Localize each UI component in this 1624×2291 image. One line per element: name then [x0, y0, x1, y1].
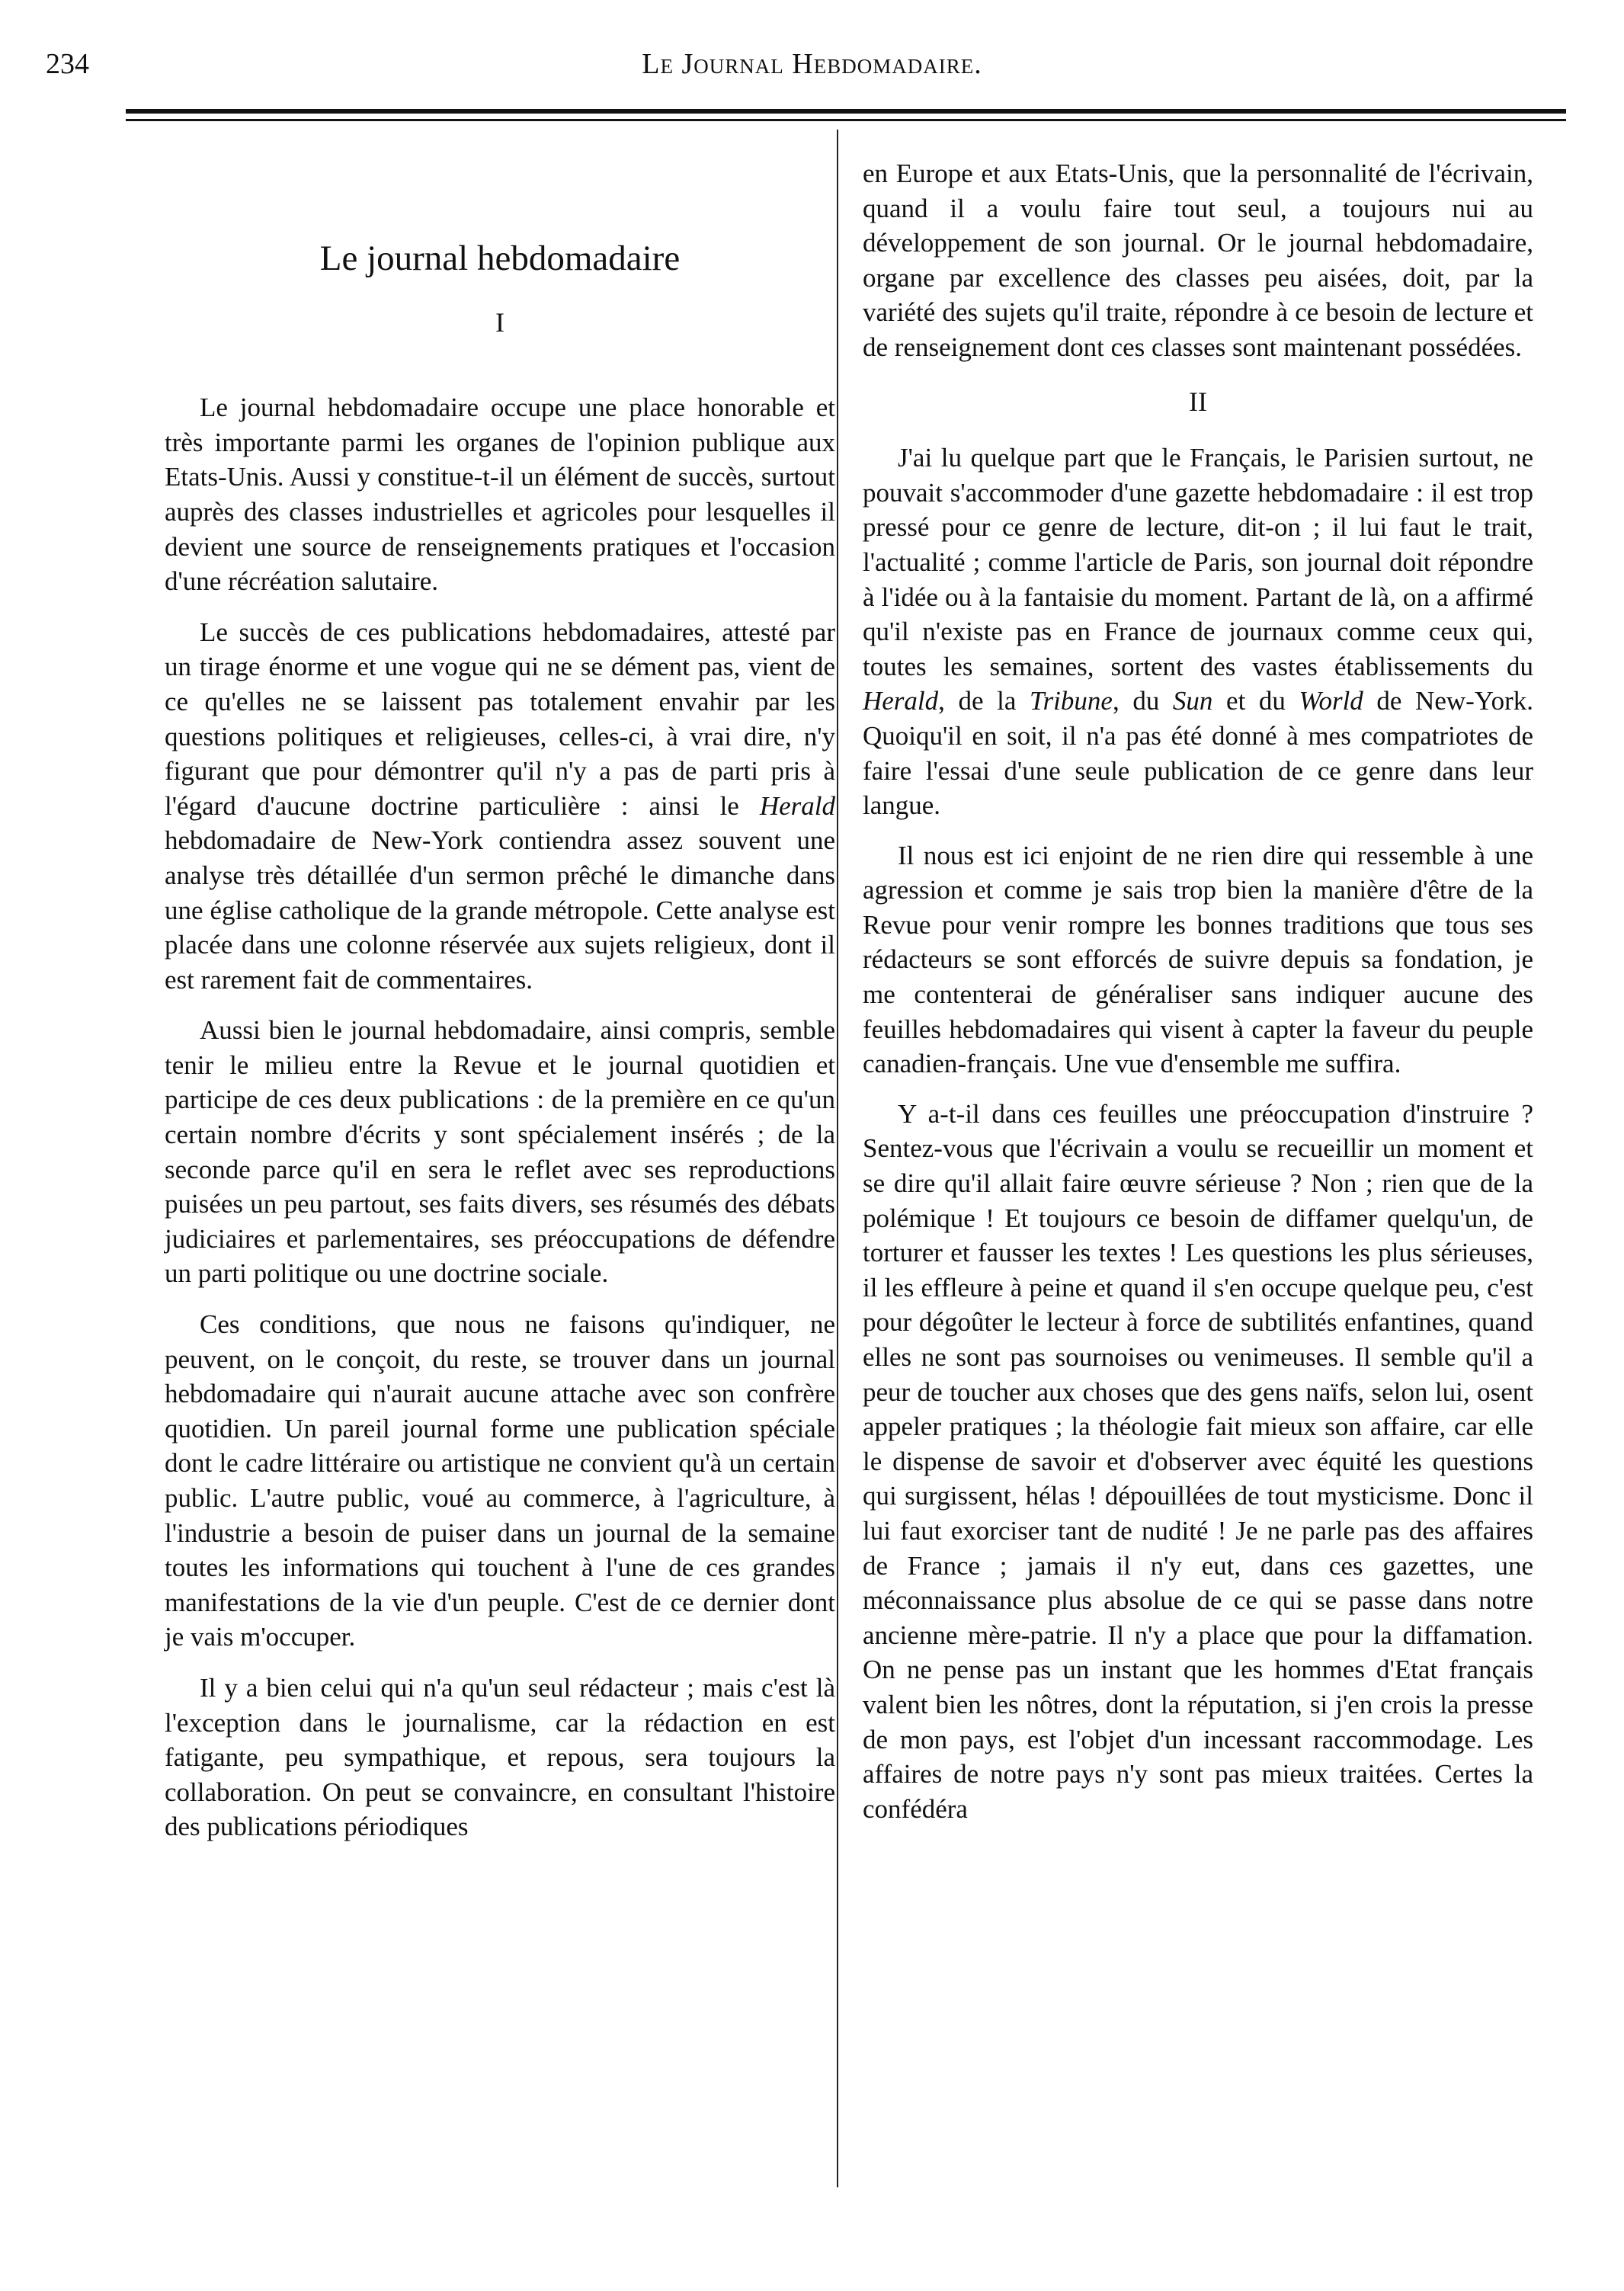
- paragraph-5: Il y a bien celui qui n'a qu'un seul rédacteur ; mais c'est là l'exception dans le journalisme, car la rédaction en est fatigante, peu sympathique, et repous, sera toujours la collaboration. On peut se convaincre, en consultant l'histoire des publications périodiques: [165, 1672, 835, 1842]
- herald-title-2: Herald: [863, 686, 939, 716]
- column-divider: [837, 130, 838, 2187]
- section-number-1: I: [495, 306, 504, 338]
- left-column: [165, 156, 835, 1860]
- page-number: 234: [46, 48, 89, 80]
- paragraph-2-text-b: hebdomadaire de New-York contiendra assez souvent une analyse très détaillée d'un sermon prêché le dimanche dans une église catholique de la grande métropole. Cette analyse est placée dans une colonne réservée aux sujets religieux, dont il est rarement fait de commentaires.: [165, 825, 835, 995]
- right-column: [863, 156, 1533, 1841]
- tribune-title: Tribune: [1030, 686, 1113, 716]
- world-title: World: [1299, 686, 1363, 716]
- header-rule-thick: [126, 109, 1566, 114]
- paragraph-7-sep-3: et du: [1212, 686, 1299, 716]
- article-title: Le journal hebdomadaire: [319, 239, 681, 278]
- paragraph-3: Aussi bien le journal hebdomadaire, ainsi compris, semble tenir le milieu entre la Revue et le journal quotidien et participe de ces deux publications : de la première en ce qu'un certain nombre d'écrits y sont spécialement insérés ; de la seconde parce qu'il en sera le reflet avec ses reproductions puisées un peu partout, ses faits divers, ses résumés des débats judiciaires et parlementaires, ses préoccupations de défendre un parti politique ou une doctrine sociale.: [165, 1015, 835, 1289]
- paragraph-8: Il nous est ici enjoint de ne rien dire qui ressemble à une agression et comme je sais trop bien la manière d'être de la Revue pour venir rompre les bonnes traditions que tous ses rédacteurs se sont efforcés de suivre depuis sa fondation, je me contenterai de généraliser sans indiquer aucune des feuilles hebdomadaires qui visent à capter la faveur du peuple canadien-français. Une vue d'ensemble me suffira.: [863, 840, 1533, 1079]
- running-title: Le Journal Hebdomadaire.: [642, 48, 982, 80]
- paragraph-7-sep-1: , de la: [938, 686, 1030, 716]
- paragraph-4: Ces conditions, que nous ne faisons qu'indiquer, ne peuvent, on le conçoit, du reste, se trouver dans un journal hebdomadaire qui n'aurait aucune attache avec son confrère quotidien. Un pareil journal forme une publication spéciale dont le cadre littéraire ou artistique ne convient qu'à un certain public. L'autre public, voué au commerce, à l'agriculture, à l'industrie a besoin de puiser dans un journal de la semaine toutes les informations qui touchent à l'une de ces grandes manifestations de la vie d'un peuple. C'est de ce dernier dont je vais m'occuper.: [165, 1309, 835, 1652]
- herald-title: Herald: [759, 790, 835, 821]
- paragraph-7-text-b: de New-York. Quoiqu'il en soit, il n'a pas été donné à mes compatriotes de faire l'essai d'une seule publication de ce genre dans leur langue.: [863, 686, 1533, 821]
- paragraph-7-sep-2: , du: [1112, 686, 1173, 716]
- paragraph-9: Y a-t-il dans ces feuilles une préoccupation d'instruire ? Sentez-vous que l'écrivain a voulu se recueillir un moment et se dire qu'il allait faire œuvre sérieuse ? Non ; rien que de la polémique ! Et toujours ce besoin de diffamer quelqu'un, de torturer et fausser les textes ! Les questions les plus sérieuses, il les effleure à peine et quand il s'en occupe quelque peu, c'est pour dégoûter le lecteur à force de subtilités enfantines, quand elles ne sont pas sournoises ou venimeuses. Il semble qu'il a peur de toucher aux choses que des gens naïfs, selon lui, osent appeler pratiques ; la théologie fait mieux son affaire, car elle le dispense de savoir et d'observer avec équité les questions qui surgissent, hélas ! dépouillées de tout mysticisme. Donc il lui faut exorciser tant de nudité ! Je ne parle pas des affaires de France ; jamais il n'y eut, dans ces gazettes, une méconnaissance plus absolue de ce qui se passe dans notre ancienne mère-patrie. Il n'y a place que pour la diffamation. On ne pense pas un instant que les hommes d'Etat français valent bien les nôtres, dont la réputation, si j'en crois la presse de mon pays, est l'objet d'un incessant raccommodage. Les affaires de notre pays n'y sont pas mieux traitées. Certes la confédéra: [863, 1098, 1533, 1824]
- paragraph-2: [165, 615, 835, 998]
- running-head: [0, 47, 1624, 93]
- paragraph-2-text-a: Le succès de ces publications hebdomadaires, attesté par un tirage énorme et une vogue qui ne se dément pas, vient de ce qu'elles ne se laissent pas totalement envahir par les questions politiques et religieuses, celles-ci, à vrai dire, n'y figurant que pour démontrer qu'il n'y a pas de parti pris à l'égard d'aucune doctrine particulière : ainsi le: [165, 617, 835, 821]
- paragraph-6: en Europe et aux Etats-Unis, que la personnalité de l'écrivain, quand il a voulu faire tout seul, a toujours nui au développement de son journal. Or le journal hebdomadaire, organe par excellence des classes peu aisées, doit, par la variété des sujets qu'il traite, répondre à ce besoin de lecture et de renseignement dont ces classes sont maintenant possédées.: [863, 159, 1533, 362]
- header-rule-thin: [126, 119, 1566, 121]
- paragraph-7-text-a: J'ai lu quelque part que le Français, le Parisien surtout, ne pouvait s'accommoder d'une gazette hebdomadaire : il est trop pressé pour ce genre de lecture, dit-on ; il lui faut le trait, l'actualité ; comme l'article de Paris, son journal doit répondre à l'idée ou à la fantaisie du moment. Partant de là, on a affirmé qu'il n'existe pas en France de journaux comme ceux qui, toutes les semaines, sortent des vastes établissements du: [863, 443, 1533, 681]
- paragraph-7: [863, 441, 1533, 823]
- section-number-2: II: [1189, 386, 1207, 417]
- paragraph-1: Le journal hebdomadaire occupe une place honorable et très importante parmi les organes de l'opinion publique aux Etats-Unis. Aussi y constitue-t-il un élément de succès, surtout auprès des classes industrielles et agricoles pour lesquelles il devient une source de renseignements pratiques et l'occasion d'une récréation salutaire.: [165, 393, 835, 597]
- sun-title: Sun: [1172, 686, 1213, 716]
